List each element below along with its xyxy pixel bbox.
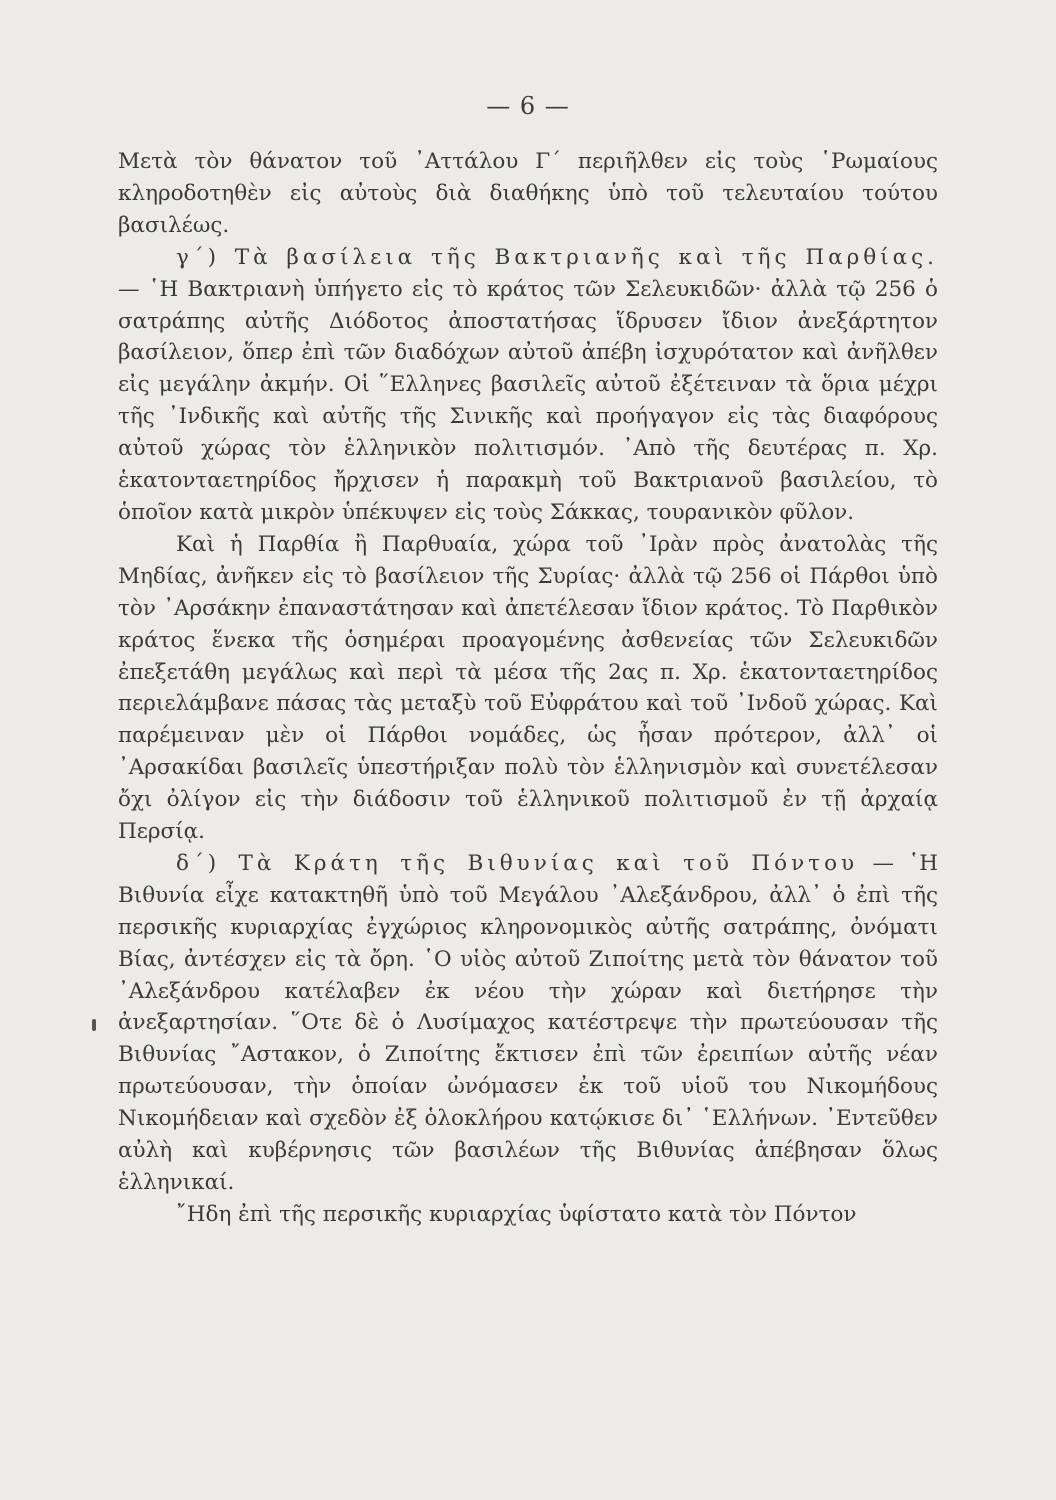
paragraph-1: [118, 146, 938, 242]
paragraph-3: [118, 529, 938, 848]
paragraph-4: [118, 848, 938, 1199]
section-heading-bactria-parthia: γ΄) Τὰ βασίλεια τῆς Βακτριανῆς καὶ τῆς Παρθίας.: [176, 244, 938, 270]
page-number: — 6 —: [486, 92, 570, 120]
paragraph-2: [118, 242, 938, 529]
paragraph-5-text: ῎Ηδη ἐπὶ τῆς περσικῆς κυριαρχίας ὑφίστατο κατὰ τὸν Πόντον: [176, 1201, 857, 1227]
margin-mark: [92, 1019, 96, 1031]
paragraph-3-text: Καὶ ἡ Παρθία ἢ Παρθυαία, χώρα τοῦ ᾿Ιρὰν πρὸς ἀνατολὰς τῆς Μηδίας, ἀνῆκεν εἰς τὸ βασίλειον τῆς Συρίας· ἀλλὰ τῷ 256 οἱ Πάρθοι ὑπὸ τὸν ᾿Αρσάκην ἐπαναστάτησαν καὶ ἀπετέλεσαν ἴδιον κράτος. Τὸ Παρθικὸν κράτος ἕνεκα τῆς ὁσημέραι προαγομένης ἀσθενείας τῶν Σελευκιδῶν ἐπεξετάθη μεγάλως καὶ περὶ τὰ μέσα τῆς 2ας π. Χρ. ἑκατονταετηρίδος περιελάμβανε πάσας τὰς μεταξὺ τοῦ Εὐφράτου καὶ τοῦ ᾿Ινδοῦ χώρας. Καὶ παρέμειναν μὲν οἱ Πάρθοι νομάδες, ὡς ἦσαν πρότερον, ἀλλ᾿ οἱ ᾿Αρσακίδαι βασιλεῖς ὑπεστήριξαν πολὺ τὸν ἑλληνισμὸν καὶ συνετέλεσαν ὄχι ὀλίγον εἰς τὴν διάδοσιν τοῦ ἑλληνικοῦ πολιτισμοῦ ἐν τῇ ἀρχαίᾳ Περσίᾳ.: [118, 531, 938, 845]
paragraph-2-text: — ῾Η Βακτριανὴ ὑπήγετο εἰς τὸ κράτος τῶν Σελευκιδῶν· ἀλλὰ τῷ 256 ὁ σατράπης αὐτῆς Διόδοτος ἀποστατήσας ἵδρυσεν ἴδιον ἀνεξάρτητον βασίλειον, ὅπερ ἐπὶ τῶν διαδόχων αὐτοῦ ἀπέβη ἰσχυρότατον καὶ ἀνῆλθεν εἰς μεγάλην ἀκμήν. Οἱ ῞Ελληνες βασιλεῖς αὐτοῦ ἐξέτειναν τὰ ὅρια μέχρι τῆς ᾿Ινδικῆς καὶ αὐτῆς τῆς Σινικῆς καὶ προήγαγον εἰς τὰς διαφόρους αὐτοῦ χώρας τὸν ἑλληνικὸν πολιτισμόν. ᾿Απὸ τῆς δευτέρας π. Χρ. ἑκατονταετηρίδος ἤρχισεν ἡ παρακμὴ τοῦ Βακτριανοῦ βασιλείου, τὸ ὁποῖον κατὰ μικρὸν ὑπέκυψεν εἰς τοὺς Σάκκας, τουρανικὸν φῦλον.: [118, 276, 938, 525]
paragraph-4-text: — ῾Η Βιθυνία εἶχε κατακτηθῆ ὑπὸ τοῦ Μεγάλου ᾿Αλεξάνδρου, ἀλλ᾿ ὁ ἐπὶ τῆς περσικῆς κυριαρχίας ἐγχώριος κληρονομικὸς αὐτῆς σατράπης, ὀνόματι Βίας, ἀντέσχεν εἰς τὰ ὄρη. ῾Ο υἱὸς αὐτοῦ Ζιποίτης μετὰ τὸν θάνατον τοῦ ᾿Αλεξάνδρου κατέλαβεν ἐκ νέου τὴν χώραν καὶ διετήρησε τὴν ἀνεξαρτησίαν. ῞Οτε δὲ ὁ Λυσίμαχος κατέστρεψε τὴν πρωτεύουσαν τῆς Βιθυνίας ῎Αστακον, ὁ Ζιποίτης ἔκτισεν ἐπὶ τῶν ἐρειπίων αὐτῆς νέαν πρωτεύουσαν, τὴν ὁποίαν ὠνόμασεν ἐκ τοῦ υἱοῦ του Νικομήδους Νικομήδειαν καὶ σχεδὸν ἐξ ὁλοκλήρου κατῴκισε δι᾿ ῾Ελλήνων. ᾿Εντεῦθεν αὐλὴ καὶ κυβέρνησις τῶν βασιλέων τῆς Βιθυνίας ἀπέβησαν ὅλως ἑλληνικαί.: [118, 850, 938, 1195]
paragraph-5: [118, 1199, 938, 1231]
section-heading-bithynia-pontus: δ΄) Τὰ Κράτη τῆς Βιθυνίας καὶ τοῦ Πόντου: [176, 850, 859, 876]
paragraph-1-text: Μετὰ τὸν θάνατον τοῦ ᾿Αττάλου Γ΄ περιῆλθεν εἰς τοὺς ῾Ρωμαίους κληροδοτηθὲν εἰς αὐτοὺς διὰ διαθήκης ὑπὸ τοῦ τελευταίου τούτου βασιλέως.: [118, 149, 938, 238]
body-text: [118, 146, 938, 1231]
